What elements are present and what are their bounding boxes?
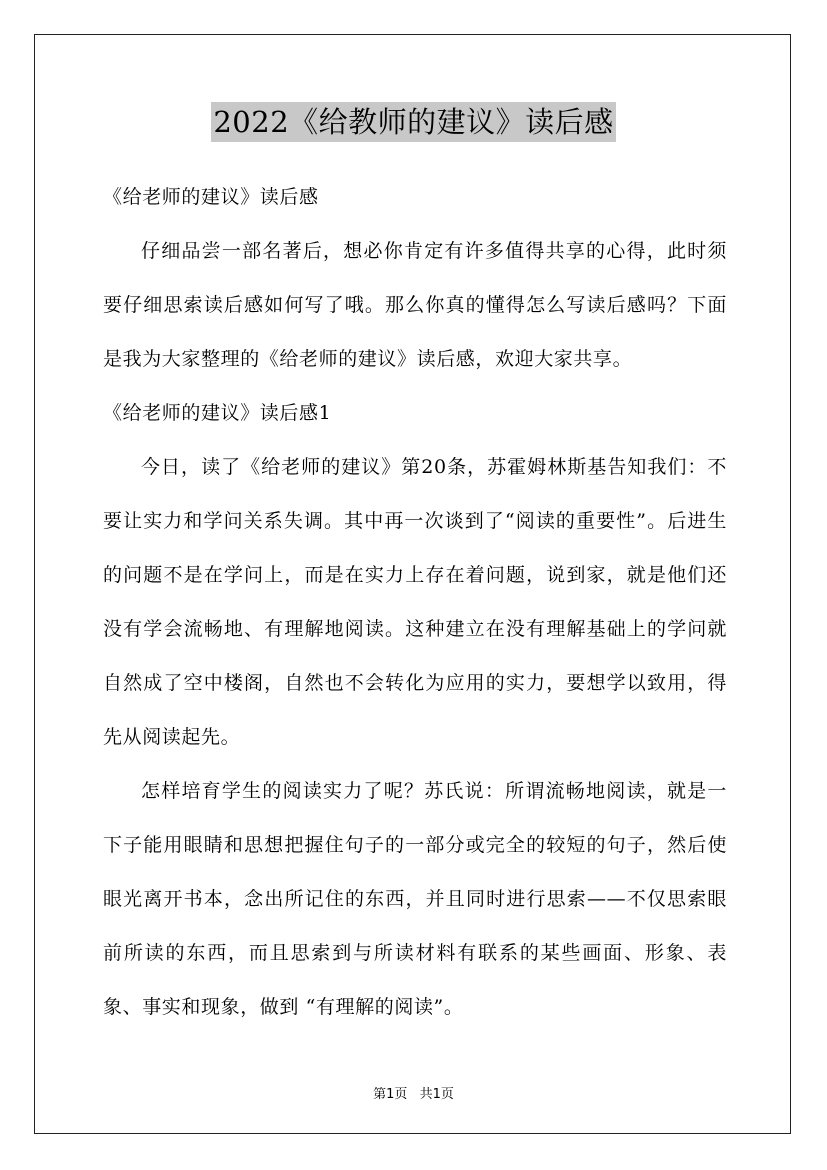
- paragraph: 今日，读了《给老师的建议》第20条，苏霍姆林斯基告知我们：不要让实力和学问关系失调。其中再一次谈到了“阅读的重要性”。后进生的问题不是在学问上，而是在实力上存在着问题，说到家，就是他们还没有学会流畅地、有理解地阅读。这种建立在没有理解基础上的学问就自然成了空中楼阁，自然也不会转化为应用的实力，要想学以致用，得先从阅读起先。: [103, 456, 727, 748]
- page-footer: [0, 1083, 827, 1102]
- page-number: 第1页: [373, 1087, 408, 1102]
- page-total: 共1页: [419, 1087, 454, 1102]
- paragraph: 仔细品尝一部名著后，想必你肯定有许多值得共享的心得，此时须要仔细思索读后感如何写了哦。那么你真的懂得怎么写读后感吗？下面是我为大家整理的《给老师的建议》读后感，欢迎大家共享。: [103, 240, 727, 370]
- paragraph: 《给老师的建议》读后感: [103, 186, 319, 208]
- document-title: 2022《给教师的建议》读后感: [211, 102, 615, 142]
- document-body: [103, 170, 727, 1034]
- title-container: [0, 102, 827, 142]
- paragraph: 《给老师的建议》读后感1: [103, 402, 332, 424]
- paragraph: 怎样培育学生的阅读实力了呢？苏氏说：所谓流畅地阅读，就是一下子能用眼睛和思想把握住句子的一部分或完全的较短的句子，然后使眼光离开书本，念出所记住的东西，并且同时进行思索——不仅思索眼前所读的东西，而且思索到与所读材料有联系的某些画面、形象、表象、事实和现象，做到 “有理解的阅读”。: [103, 780, 727, 1018]
